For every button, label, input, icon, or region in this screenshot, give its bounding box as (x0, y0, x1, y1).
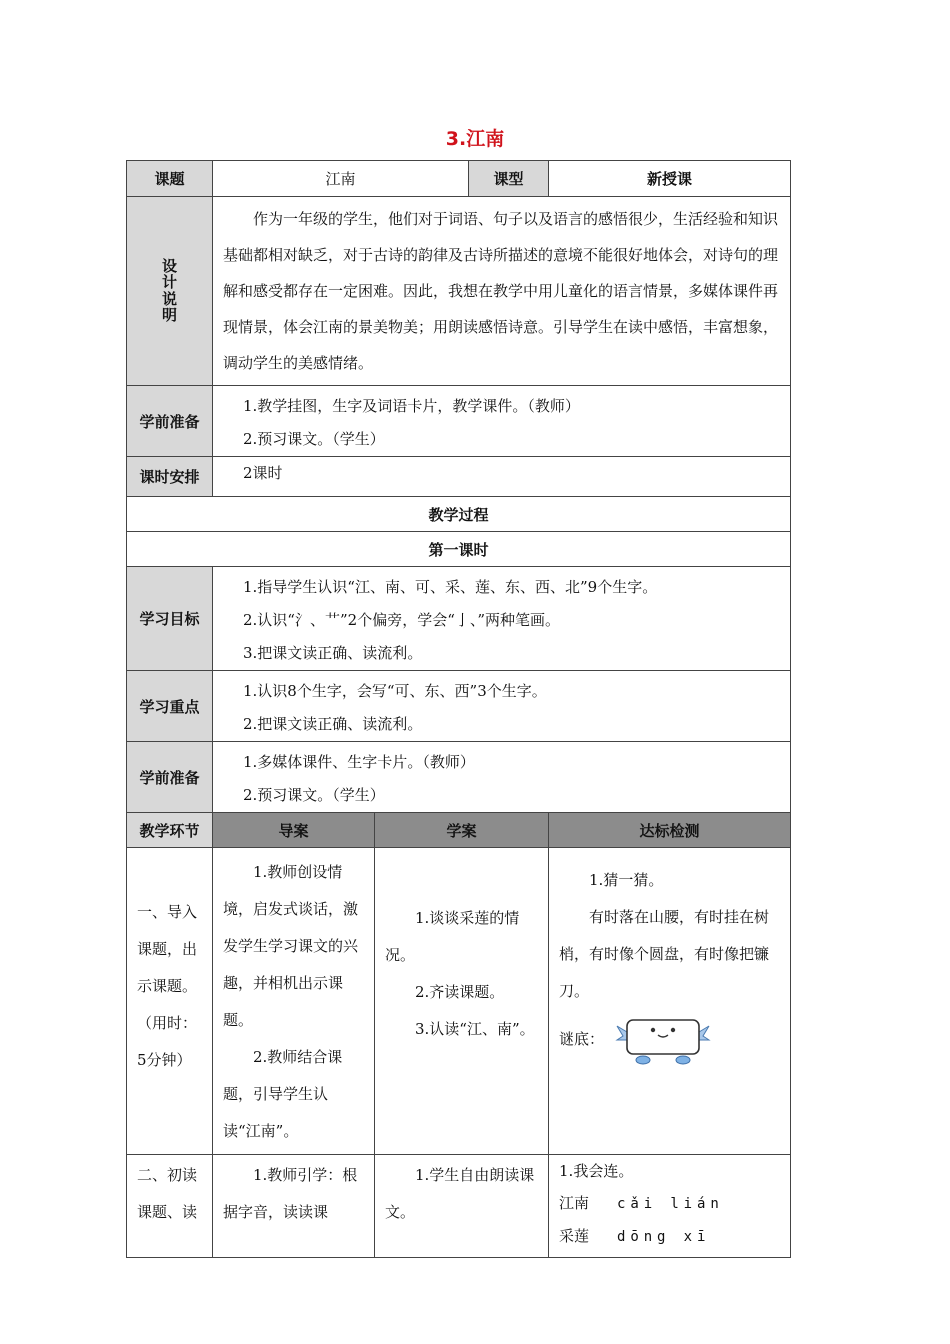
topic-label: 课题 (127, 161, 213, 197)
process-title: 教学过程 (127, 497, 791, 532)
stage1-check-cell (549, 848, 791, 1155)
stage1-check-answer: 谜底： (559, 1030, 605, 1048)
riddle-character-icon (615, 1014, 711, 1066)
type-value: 新授课 (549, 161, 791, 197)
stage1-guide-item: 2.教师结合课题，引导学生认读“江南”。 (223, 1048, 343, 1140)
stage2-study-cell (375, 1155, 549, 1258)
stage2-check-cell (549, 1155, 791, 1258)
lesson-plan-table (126, 160, 791, 1258)
match-pinyin: dōng xī (617, 1229, 711, 1245)
prep1-item: 2.预习课文。（学生） (243, 430, 385, 448)
stage1-stage-cell (127, 848, 213, 1155)
prep2-cell (213, 742, 791, 813)
stage2-guide-cell (213, 1155, 375, 1258)
keypoint-item: 2.把课文读正确、读流利。 (243, 715, 423, 733)
match-pair (559, 1220, 780, 1253)
goal-item: 2.认识“氵、艹”2个偏旁，学会“亅、”两种笔画。 (243, 611, 561, 629)
prep1-row (127, 386, 791, 457)
stage2-row (127, 1155, 791, 1258)
document-title: 3.江南 (445, 128, 505, 150)
topic-value: 江南 (213, 161, 469, 197)
goal-item: 3.把课文读正确、读流利。 (243, 644, 423, 662)
design-label-text: 设计说明 (161, 256, 177, 325)
prep2-label: 学前准备 (127, 742, 213, 813)
schedule-cell (213, 457, 791, 497)
schedule-label: 课时安排 (127, 457, 213, 497)
prep2-row (127, 742, 791, 813)
stage1-check-title: 1.猜一猜。 (589, 871, 664, 889)
design-label (127, 197, 213, 386)
prep1-item: 1.教学挂图，生字及词语卡片，教学课件。（教师） (243, 397, 580, 415)
stage1-guide-cell (213, 848, 375, 1155)
col-study: 学案 (375, 813, 549, 848)
match-word: 采莲 (559, 1227, 590, 1245)
process-title-row (127, 497, 791, 532)
match-pair (559, 1187, 780, 1220)
stage1-guide-item: 1.教师创设情境，启发式谈话，激发学生学习课文的兴趣，并相机出示课题。 (223, 863, 359, 1029)
prep2-item: 2.预习课文。（学生） (243, 786, 385, 804)
columns-row (127, 813, 791, 848)
lesson1-title: 第一课时 (127, 532, 791, 567)
design-row (127, 197, 791, 386)
stage2-stage: 二、初读课题、读 (137, 1166, 198, 1221)
prep1-cell (213, 386, 791, 457)
col-guide: 导案 (213, 813, 375, 848)
stage1-study-item: 2.齐读课题。 (415, 983, 505, 1001)
keypoints-row (127, 671, 791, 742)
stage2-check-title: 1.我会连。 (559, 1162, 634, 1180)
schedule-value: 2课时 (243, 464, 283, 482)
keypoints-cell (213, 671, 791, 742)
prep1-label: 学前准备 (127, 386, 213, 457)
stage2-study: 1.学生自由朗读课文。 (385, 1166, 535, 1221)
design-cell (213, 197, 791, 386)
keypoints-label: 学习重点 (127, 671, 213, 742)
header-row (127, 161, 791, 197)
stage1-study-item: 3.认读“江、南”。 (415, 1020, 535, 1038)
match-pinyin: cǎi lián (617, 1196, 724, 1212)
goals-label: 学习目标 (127, 567, 213, 671)
stage1-row (127, 848, 791, 1155)
goal-item: 1.指导学生认识“江、南、可、采、莲、东、西、北”9个生字。 (243, 578, 658, 596)
schedule-row (127, 457, 791, 497)
goals-row (127, 567, 791, 671)
goals-cell (213, 567, 791, 671)
stage1-study-cell (375, 848, 549, 1155)
stage1-study-item: 1.谈谈采莲的情况。 (385, 909, 520, 964)
stage1-check-answer-line (559, 1014, 780, 1066)
col-check: 达标检测 (549, 813, 791, 848)
stage2-stage-cell (127, 1155, 213, 1258)
prep2-item: 1.多媒体课件、生字卡片。（教师） (243, 753, 475, 771)
match-word: 江南 (559, 1194, 590, 1212)
keypoint-item: 1.认识8个生字，会写“可、东、西”3个生字。 (243, 682, 547, 700)
stage1-check-text: 有时落在山腰，有时挂在树梢，有时像个圆盘，有时像把镰刀。 (559, 908, 770, 1000)
type-label: 课型 (469, 161, 549, 197)
stage1-stage: 一、导入课题，出示课题。（用时：5分钟） (137, 903, 198, 1069)
design-text: 作为一年级的学生，他们对于词语、句子以及语言的感悟很少，生活经验和知识基础都相对缺乏，对于古诗的韵律及古诗所描述的意境不能很好地体会，对诗句的理解和感受都存在一定困难。因此，我想在教学中用儿童化的语言情景，多媒体课件再现情景，体会江南的景美物美；用朗读感悟诗意。引导学生在读中感悟，丰富想象，调动学生的美感情绪。 (223, 210, 779, 372)
stage2-guide: 1.教师引学：根据字音，读读课 (223, 1166, 358, 1221)
col-stage: 教学环节 (127, 813, 213, 848)
lesson1-title-row (127, 532, 791, 567)
